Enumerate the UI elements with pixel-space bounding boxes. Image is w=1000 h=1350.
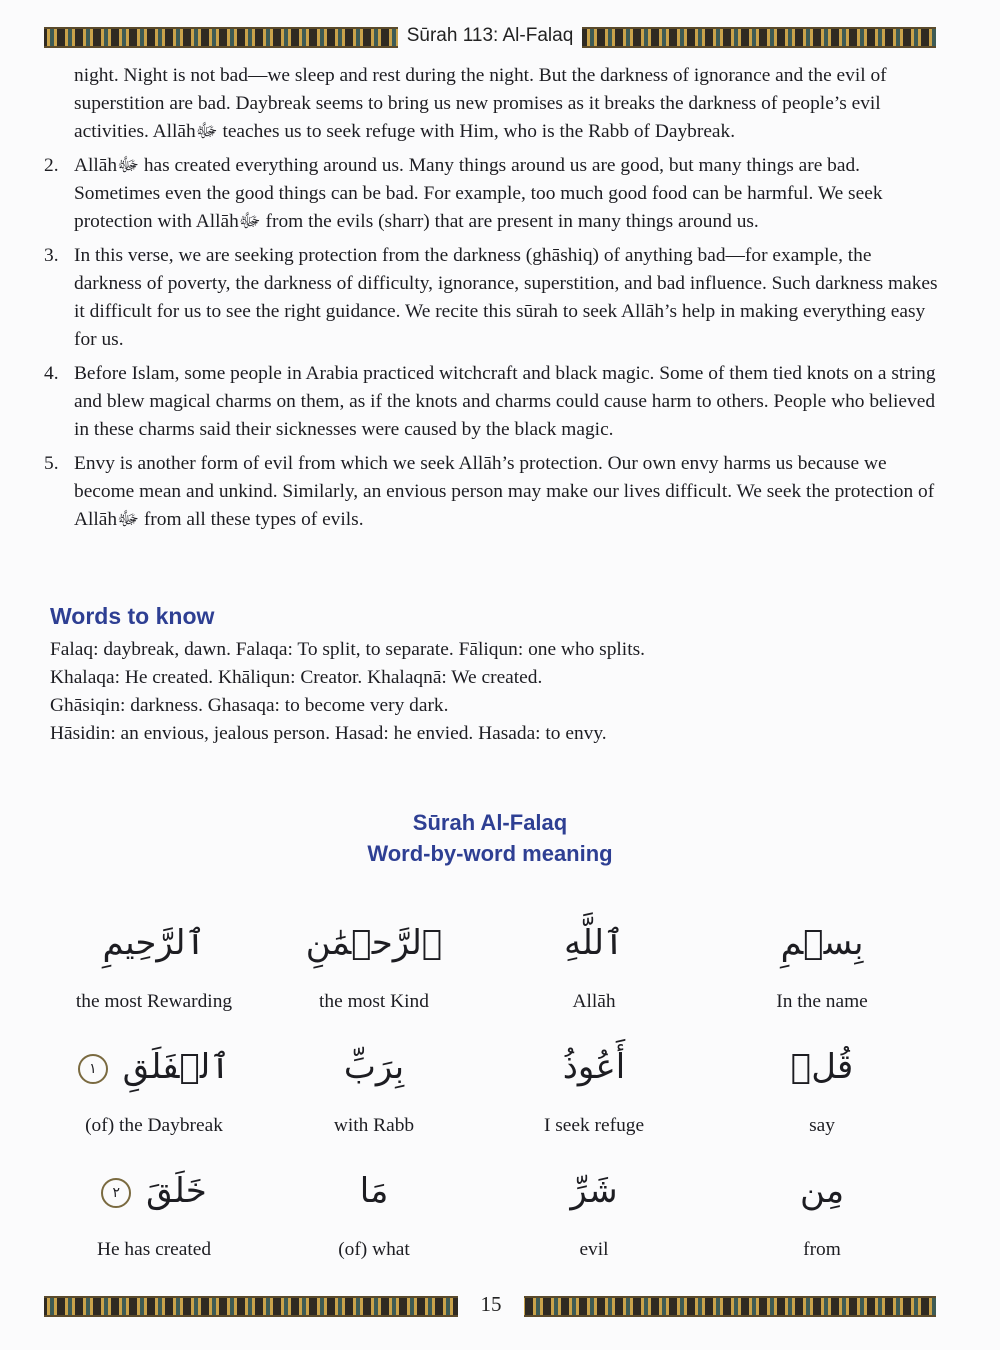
word-meaning: (of) the Daybreak (85, 1115, 223, 1136)
vocab-line: Khalaqa: He created. Khāliqun: Creator. Khalaqnā: We created. (50, 667, 543, 688)
word-meaning: say (809, 1115, 835, 1136)
arabic-text: خَلَقَ (146, 1171, 207, 1211)
vocab-line: Ghāsiqin: darkness. Ghasaqa: to become very dark. (50, 695, 449, 716)
continued-paragraph: night. Night is not bad—we sleep and rest during the night. But the darkness of ignorance and the evil of superstition are bad. Daybreak seems to bring us new promises as it breaks the darkness of people’s evil activities. Allāhﷻ teaches us to seek refuge with Him, who is the Rabb of Daybreak. (74, 65, 887, 142)
arabic-text: ٱلۡفَلَقِ (122, 1047, 231, 1087)
item-text: In this verse, we are seeking protection from the darkness (ghāshiq) of anything bad—for example, the darkness of poverty, the darkness of difficulty, ignorance, superstition, and bad influence. Such darkness makes it difficult for us to see the right guidance. We recite this sūrah to seek Allāh’s help in making everything easy for us. (74, 245, 938, 350)
word-meaning: evil (579, 1239, 609, 1260)
item-text: Envy is another form of evil from which we seek Allāh’s protection. Our own envy harms us because we become mean and unkind. Similarly, an envious person may make our lives difficult. We seek the protection of Allāhﷻ from all these types of evils. (74, 453, 935, 530)
item-number: 5. (44, 453, 59, 474)
explanation-text (44, 62, 938, 540)
words-to-know-heading: Words to know (50, 603, 215, 629)
word-cell (54, 918, 254, 1016)
word-cell (274, 1042, 474, 1140)
ayah-number-icon: ٢ (101, 1178, 131, 1208)
list-item (44, 360, 938, 444)
arabic-word: ٱلرَّحۡمَٰنِ (305, 923, 443, 963)
arabic-word: شَرِّ (570, 1171, 618, 1211)
arabic-word: ٱلرَّحِيمِ (102, 923, 206, 963)
list-item (44, 450, 938, 534)
ayah-number-icon: ١ (78, 1054, 108, 1084)
arabic-word: بِرَبِّ (343, 1047, 405, 1087)
arabic-word: مَا (359, 1171, 389, 1211)
word-cell (494, 1166, 694, 1264)
vocab-line: Hāsidin: an envious, jealous person. Hasad: he envied. Hasada: to envy. (50, 723, 607, 744)
word-meaning: I seek refuge (543, 1115, 645, 1136)
vocab-line: Falaq: daybreak, dawn. Falaqa: To split, to separate. Fāliqun: one who splits. (50, 639, 645, 660)
item-text: Before Islam, some people in Arabia practiced witchcraft and black magic. Some of them tied knots on a string and blew magical charms on them, as if the knots and charms could cause harm to others. People who believed in these charms said their sicknesses were caused by the black magic. (74, 363, 936, 440)
list-item (44, 152, 938, 236)
page-number: 15 (458, 1289, 524, 1319)
word-cell (722, 1042, 922, 1140)
word-meaning: (of) what (338, 1239, 410, 1260)
word-cell (274, 918, 474, 1016)
surah-title: Sūrah Al-Falaq (412, 810, 568, 835)
word-meaning: In the name (776, 991, 868, 1012)
word-meaning: the most Kind (319, 991, 429, 1012)
word-cell (274, 1166, 474, 1264)
arabic-word: قُلۡ (790, 1047, 854, 1087)
arabic-word (54, 1042, 254, 1094)
word-cell (494, 918, 694, 1016)
word-meaning: the most Rewarding (75, 991, 233, 1012)
item-number: 2. (44, 155, 59, 176)
words-to-know-list (50, 636, 645, 748)
word-cell (722, 1166, 922, 1264)
running-header: Sūrah 113: Al-Falaq (398, 21, 582, 51)
arabic-word: أَعُوذُ (562, 1047, 626, 1087)
word-meaning: Allāh (572, 991, 616, 1012)
item-number: 3. (44, 245, 59, 266)
word-cell (494, 1042, 694, 1140)
word-meaning: from (803, 1239, 841, 1260)
list-item (44, 242, 938, 354)
arabic-word: بِسۡمِ (780, 923, 864, 963)
item-number: 4. (44, 363, 59, 384)
surah-subtitle: Word-by-word meaning (367, 841, 613, 866)
arabic-word: مِن (799, 1171, 845, 1211)
word-cell (54, 1042, 254, 1140)
item-text: Allāhﷻ has created everything around us. Many things around us are good, but many things are bad. Sometimes even the good things can be bad. For example, too much good food can be harmful. We seek protection with Allāhﷻ from the evils (sharr) that are present in many things around us. (74, 155, 883, 232)
word-cell (54, 1166, 254, 1264)
word-cell (722, 918, 922, 1016)
word-meaning: with Rabb (333, 1115, 415, 1136)
arabic-word: ٱللَّهِ (564, 923, 624, 963)
word-meaning: He has created (96, 1239, 212, 1260)
arabic-word (54, 1166, 254, 1218)
